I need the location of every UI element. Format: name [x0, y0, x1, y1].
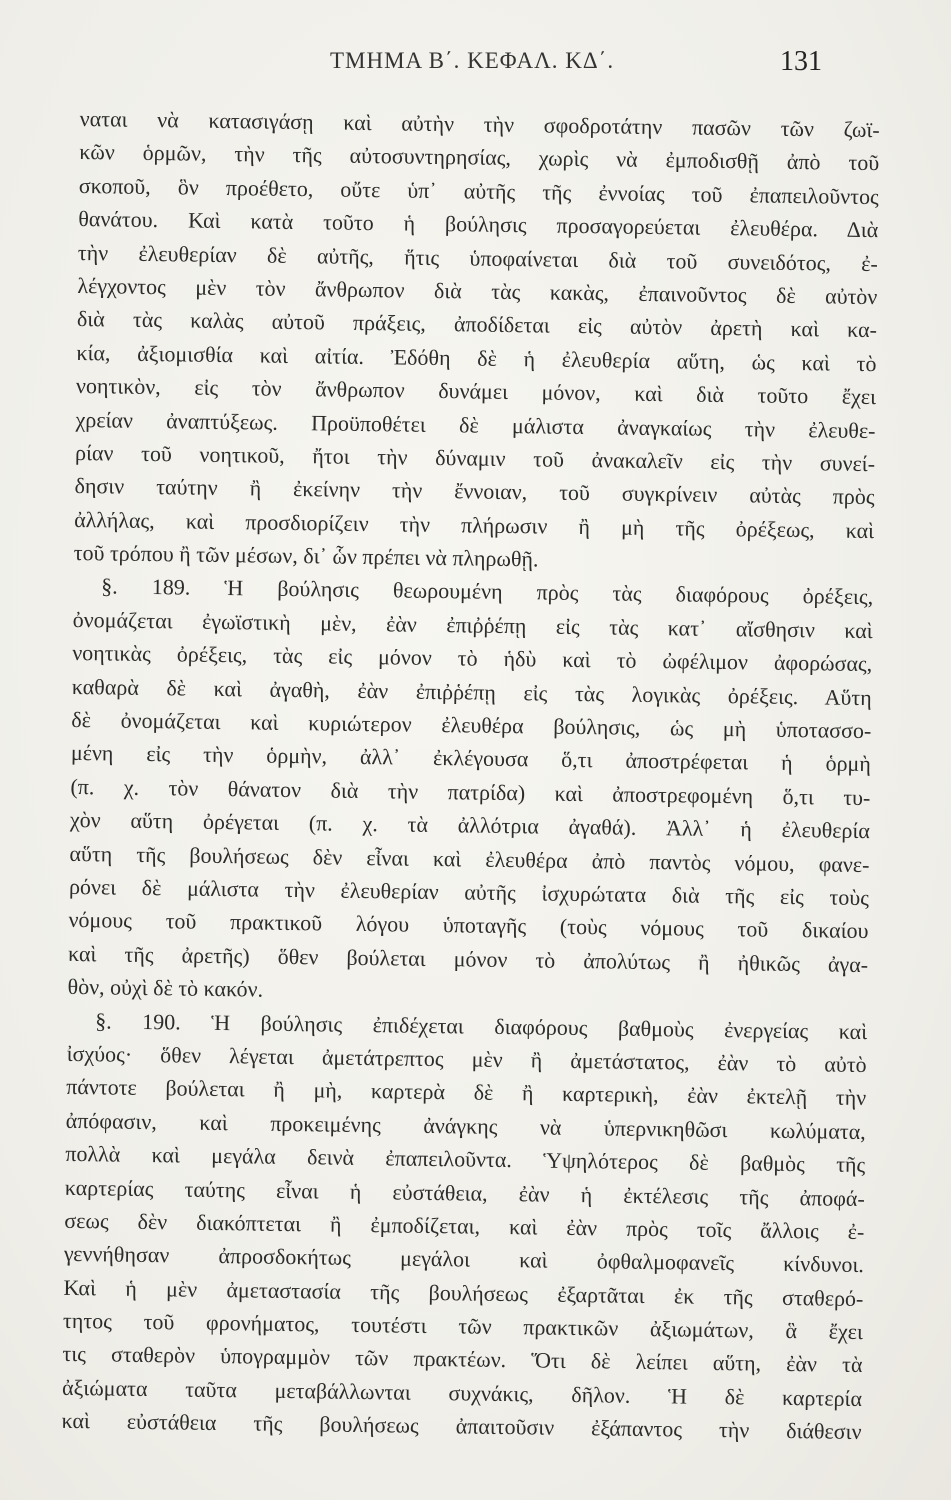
running-head: ΤΜΗΜΑ Β΄. ΚΕΦΑΛ. ΚΔ΄.	[330, 48, 615, 73]
page-header	[0, 46, 951, 86]
text-line: θὸν, οὐχὶ δὲ τὸ κακόν.	[67, 974, 264, 1002]
text-line: ρίαν τοῦ νοητικοῦ, ἤτοι τὴν δύναμιν τοῦ ἀνακαλεῖν εἰς τὴν συνεί-	[74, 439, 876, 477]
text-line: καρτερίας ταύτης εἶναι ἡ εὐστάθεια, ἐὰν ἡ ἐκτέλεσις τῆς ἀποφά-	[64, 1174, 865, 1211]
text-line: χὸν αὕτη ὀρέγεται (π. χ. τὰ ἀλλότρια ἀγαθά). Ἀλλ᾽ ἡ ἐλευθερία	[69, 807, 871, 844]
text-line: ἀλλήλας, καὶ προσδιορίζειν τὴν πλήρωσιν ἢ μὴ τῆς ὀρέξεως, καὶ	[74, 506, 875, 543]
text-line: τητος τοῦ φρονήματος, τουτέστι τῶν πρακτικῶν ἀξιωμάτων, ἃ ἔχει	[62, 1307, 864, 1345]
text-line: κῶν ὁρμῶν, τὴν τῆς αὐτοσυντηρησίας, χωρὶς νὰ ἐμποδισθῇ ἀπὸ τοῦ	[79, 139, 880, 176]
text-line: τὴν ἐλευθερίαν δὲ αὐτῆς, ἥτις ὑποφαίνεται διὰ τοῦ συνειδότος, ἐ-	[77, 239, 879, 276]
page-number: 131	[780, 46, 822, 77]
text-line: γεννήθησαν ἀπροσδοκήτως μεγάλοι καὶ ὀφθαλμοφανεῖς κίνδυνοι.	[63, 1241, 865, 1278]
text-line: καὶ τῆς ἀρετῆς) ὅθεν βούλεται μόνον τὸ ἀπολύτως ἢ ἠθικῶς ἀγα-	[67, 940, 869, 977]
text-line: τοῦ τρόπου ἢ τῶν μέσων, δι᾽ ὧν πρέπει νὰ πληρωθῇ.	[73, 540, 539, 572]
text-line: νοητικὸν, εἰς τὸν ἄνθρωπον δυνάμει μόνον, καὶ διὰ τοῦτο ἔχει	[75, 373, 877, 410]
text-line: τις σταθερὸν ὑπογραμμὸν τῶν πρακτέων. Ὅτι δὲ λείπει αὕτη, ἐὰν τὰ	[62, 1341, 863, 1378]
text-line: αὕτη τῆς βουλήσεως δὲν εἶναι καὶ ἐλευθέρα ἀπὸ παντὸς νόμου, φανε-	[69, 840, 870, 877]
text-line: δησιν ταύτην ἢ ἐκείνην τὴν ἔννοιαν, τοῦ συγκρίνειν αὐτὰς πρὸς	[74, 473, 875, 510]
text-line: σκοποῦ, ὃν προέθετο, οὔτε ὑπ᾽ αὐτῆς τῆς ἐννοίας τοῦ ἐπαπειλοῦντος	[78, 172, 879, 209]
text-line: νοητικὰς ὀρέξεις, τὰς εἰς μόνον τὸ ἡδὺ καὶ τὸ ὠφέλιμον ἀφορώσας,	[72, 640, 873, 677]
text-line: ρόνει δὲ μάλιστα τὴν ἐλευθερίαν αὐτῆς ἰσχυρώτατα διὰ τῆς εἰς τοὺς	[68, 873, 870, 911]
section-190-heading-line: §. 190. Ἡ βούλησις ἐπιδέχεται διαφόρους βαθμοὺς ἐνεργείας καὶ	[95, 1007, 868, 1044]
text-line: ὀνομάζεται ἐγωϊστικὴ μὲν, ἐὰν ἐπιῤῥέπῃ εἰς τὰς κατ᾽ αἴσθησιν καὶ	[72, 606, 873, 643]
text-line: δὲ ὀνομάζεται καὶ κυριώτερον ἐλευθέρα βούλησις, ὡς μὴ ὑποτασσο-	[71, 706, 872, 744]
text-line: ναται νὰ κατασιγάσῃ καὶ αὐτὴν τὴν σφοδροτάτην πασῶν τῶν ζωϊ-	[79, 105, 880, 143]
text-line: σεως δὲν διακόπτεται ἢ ἐμποδίζεται, καὶ ἐὰν πρὸς τοῖς ἄλλοις ἐ-	[64, 1207, 865, 1244]
text-line: καθαρὰ δὲ καὶ ἀγαθὴ, ἐὰν ἐπιῤῥέπῃ εἰς τὰς λογικὰς ὀρέξεις. Αὕτη	[71, 673, 872, 710]
text-line: ἰσχύος· ὅθεν λέγεται ἀμετάτρεπτος μὲν ἢ ἀμετάστατος, ἐὰν τὸ αὐτὸ	[66, 1040, 867, 1078]
text-line: καὶ εὐστάθεια τῆς βουλήσεως ἀπαιτοῦσιν ἐξάπαντος τὴν διάθεσιν	[61, 1408, 862, 1445]
text-line: πάντοτε βούλεται ἢ μὴ, καρτερὰ δὲ ἢ καρτερικὴ, ἐὰν ἐκτελῇ τὴν	[66, 1074, 867, 1111]
text-line: (π. χ. τὸν θάνατον διὰ τὴν πατρίδα) καὶ ἀποστρεφομένη ὅ,τι τυ-	[70, 773, 871, 810]
text-line: θανάτου. Καὶ κατὰ τοῦτο ἡ βούλησις προσαγορεύεται ἐλευθέρα. Διὰ	[78, 206, 879, 243]
text-line: Καὶ ἡ μὲν ἀμεταστασία τῆς βουλήσεως ἐξαρτᾶται ἐκ τῆς σταθερό-	[63, 1274, 864, 1311]
text-line: χρείαν ἀναπτύξεως. Προϋποθέτει δὲ μάλιστα ἀναγκαίως τὴν ἐλευθε-	[75, 406, 876, 443]
text-line: λέγχοντος μὲν τὸν ἄνθρωπον διὰ τὰς κακὰς, ἐπαινοῦντος δὲ αὐτὸν	[77, 272, 878, 310]
text-line: νόμους τοῦ πρακτικοῦ λόγου ὑποταγῆς (τοὺς νόμους τοῦ δικαίου	[68, 907, 869, 944]
text-line: ἀπόφασιν, καὶ προκειμένης ἀνάγκης νὰ ὑπερνικηθῶσι κωλύματα,	[65, 1107, 866, 1144]
text-line: ἀξιώματα ταῦτα μεταβάλλωνται συχνάκις, δῆλον. Ἡ δὲ καρτερία	[61, 1374, 863, 1411]
text-line: μένη εἰς τὴν ὁρμὴν, ἀλλ᾽ ἐκλέγουσα ὅ,τι ἀποστρέφεται ἡ ὁρμὴ	[70, 740, 872, 777]
section-189-heading-line: §. 189. Ἡ βούλησις θεωρουμένη πρὸς τὰς διαφόρους ὀρέξεις,	[101, 573, 874, 610]
text-line: πολλὰ καὶ μεγάλα δεινὰ ἐπαπειλοῦντα. Ὑψηλότερος δὲ βαθμὸς τῆς	[65, 1141, 866, 1178]
text-line: κία, ἀξιομισθία καὶ αἰτία. Ἐδόθη δὲ ἡ ἐλευθερία αὕτη, ὡς καὶ τὸ	[76, 339, 877, 376]
body-text	[61, 102, 880, 1449]
text-line: διὰ τὰς καλὰς αὐτοῦ πράξεις, ἀποδίδεται εἰς αὐτὸν ἀρετὴ καὶ κα-	[76, 306, 878, 343]
